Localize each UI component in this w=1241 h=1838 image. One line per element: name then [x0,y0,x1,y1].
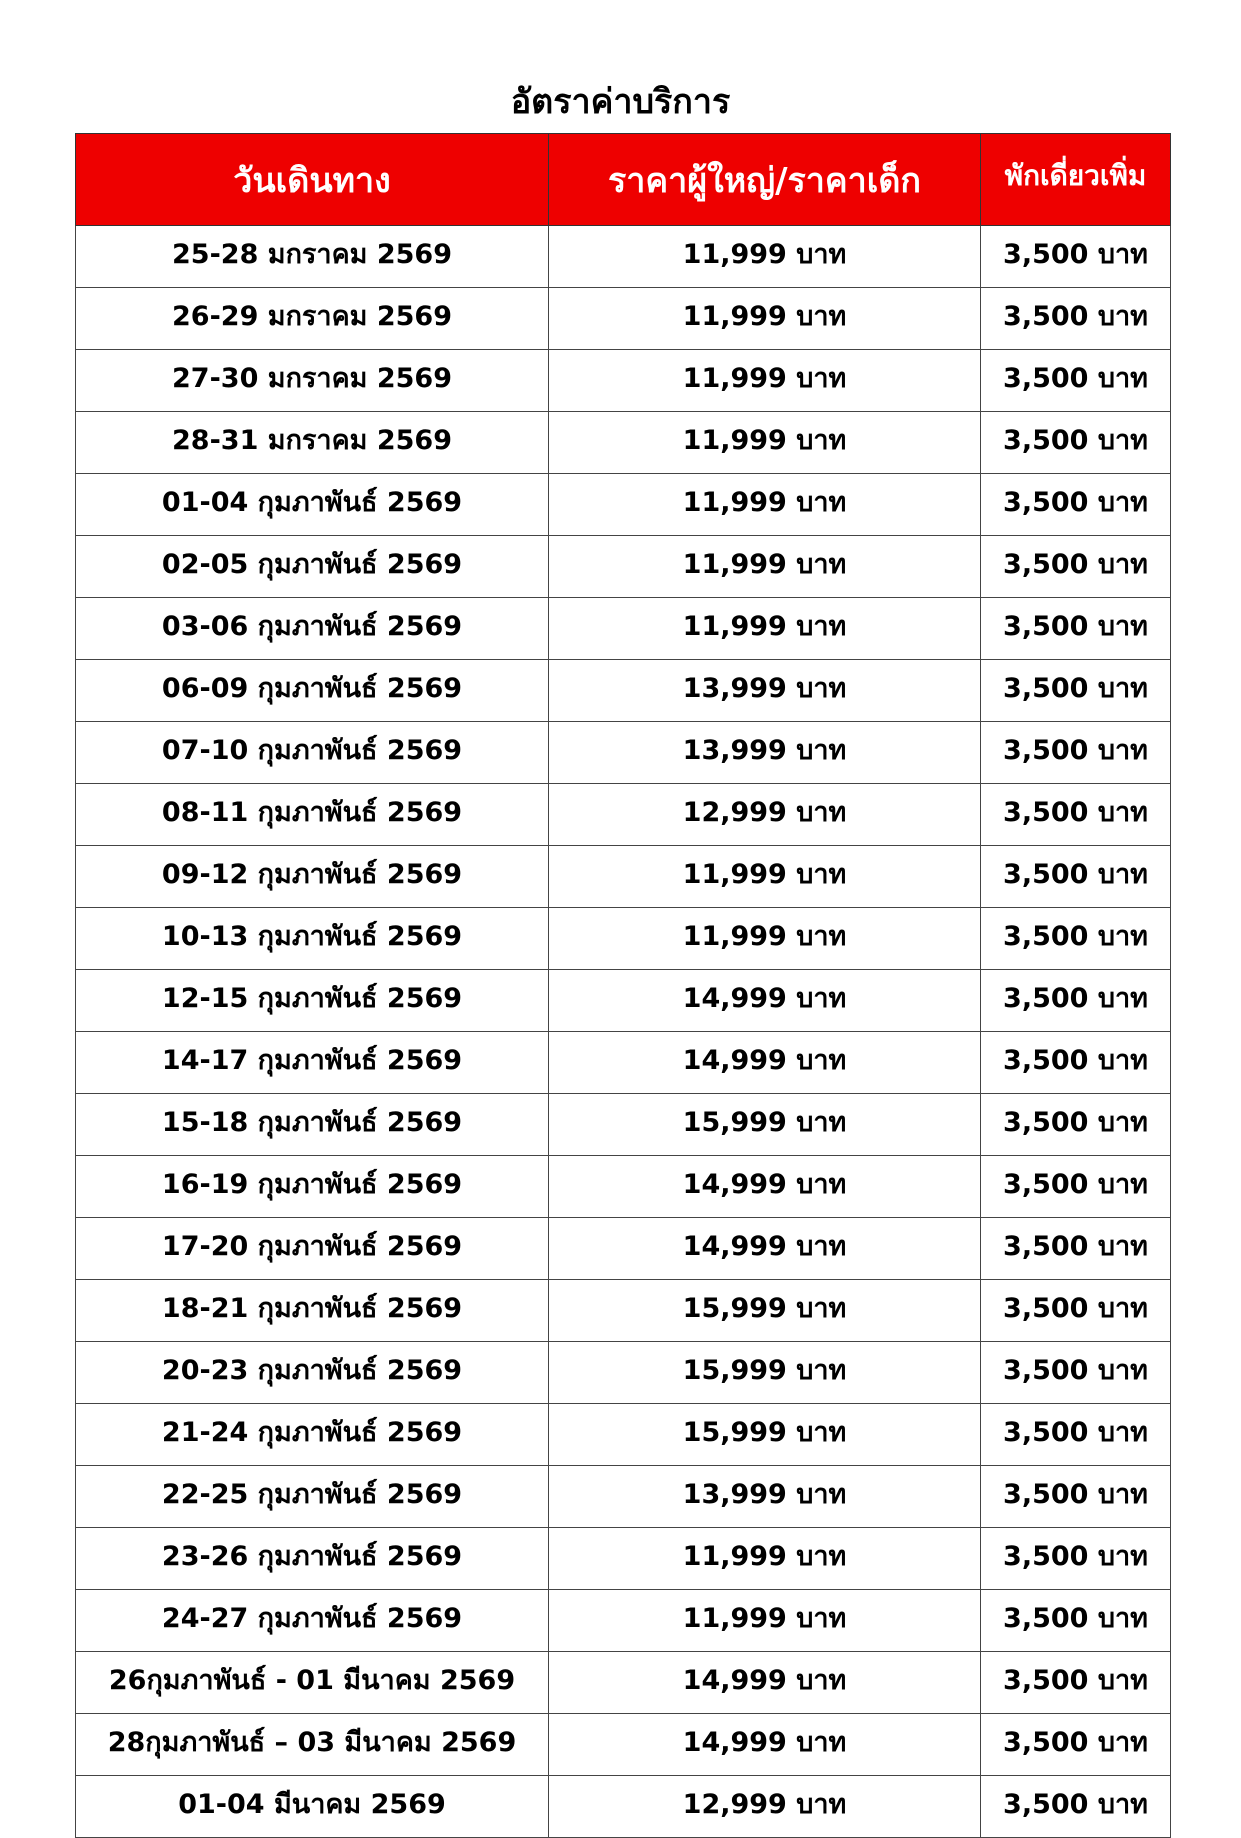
price-table-body [76,226,1171,1838]
price-cell: 13,999 บาท [549,722,981,784]
price-table [75,133,1171,1838]
table-row [76,908,1171,970]
single-supplement-cell: 3,500 บาท [981,1652,1171,1714]
page-title: อัตราค่าบริการ [510,82,731,122]
single-supplement-cell: 3,500 บาท [981,536,1171,598]
single-supplement-cell: 3,500 บาท [981,1590,1171,1652]
table-row [76,288,1171,350]
table-row [76,412,1171,474]
single-supplement-cell: 3,500 บาท [981,846,1171,908]
travel-date-cell: 02-05 กุมภาพันธ์ 2569 [76,536,549,598]
table-row [76,1032,1171,1094]
header-single-supplement: พักเดี่ยวเพิ่ม [981,134,1171,226]
price-cell: 11,999 บาท [549,1590,981,1652]
travel-date-cell: 28-31 มกราคม 2569 [76,412,549,474]
table-row [76,1590,1171,1652]
travel-date-cell: 20-23 กุมภาพันธ์ 2569 [76,1342,549,1404]
price-cell: 14,999 บาท [549,1032,981,1094]
price-cell: 12,999 บาท [549,784,981,846]
single-supplement-cell: 3,500 บาท [981,1528,1171,1590]
table-row [76,1094,1171,1156]
price-cell: 13,999 บาท [549,1466,981,1528]
travel-date-cell: 22-25 กุมภาพันธ์ 2569 [76,1466,549,1528]
single-supplement-cell: 3,500 บาท [981,1776,1171,1838]
single-supplement-cell: 3,500 บาท [981,1714,1171,1776]
single-supplement-cell: 3,500 บาท [981,1094,1171,1156]
single-supplement-cell: 3,500 บาท [981,226,1171,288]
price-cell: 14,999 บาท [549,1714,981,1776]
table-row [76,1714,1171,1776]
header-row [76,134,1171,226]
single-supplement-cell: 3,500 บาท [981,908,1171,970]
travel-date-cell: 06-09 กุมภาพันธ์ 2569 [76,660,549,722]
travel-date-cell: 17-20 กุมภาพันธ์ 2569 [76,1218,549,1280]
table-row [76,474,1171,536]
travel-date-cell: 24-27 กุมภาพันธ์ 2569 [76,1590,549,1652]
single-supplement-cell: 3,500 บาท [981,970,1171,1032]
table-row [76,1218,1171,1280]
price-cell: 14,999 บาท [549,1156,981,1218]
single-supplement-cell: 3,500 บาท [981,474,1171,536]
travel-date-cell: 26กุมภาพันธ์ - 01 มีนาคม 2569 [76,1652,549,1714]
single-supplement-cell: 3,500 บาท [981,1342,1171,1404]
price-cell: 14,999 บาท [549,970,981,1032]
price-cell: 15,999 บาท [549,1280,981,1342]
travel-date-cell: 14-17 กุมภาพันธ์ 2569 [76,1032,549,1094]
single-supplement-cell: 3,500 บาท [981,784,1171,846]
table-row [76,970,1171,1032]
table-row [76,226,1171,288]
price-cell: 15,999 บาท [549,1404,981,1466]
single-supplement-cell: 3,500 บาท [981,288,1171,350]
single-supplement-cell: 3,500 บาท [981,722,1171,784]
table-row [76,1528,1171,1590]
travel-date-cell: 12-15 กุมภาพันธ์ 2569 [76,970,549,1032]
price-cell: 11,999 บาท [549,846,981,908]
travel-date-cell: 07-10 กุมภาพันธ์ 2569 [76,722,549,784]
travel-date-cell: 25-28 มกราคม 2569 [76,226,549,288]
table-row [76,598,1171,660]
single-supplement-cell: 3,500 บาท [981,350,1171,412]
travel-date-cell: 23-26 กุมภาพันธ์ 2569 [76,1528,549,1590]
table-row [76,784,1171,846]
table-row [76,1280,1171,1342]
price-cell: 11,999 บาท [549,598,981,660]
single-supplement-cell: 3,500 บาท [981,1280,1171,1342]
price-cell: 11,999 บาท [549,288,981,350]
table-row [76,536,1171,598]
travel-date-cell: 03-06 กุมภาพันธ์ 2569 [76,598,549,660]
price-cell: 11,999 บาท [549,474,981,536]
price-cell: 11,999 บาท [549,226,981,288]
table-row [76,1466,1171,1528]
price-cell: 15,999 บาท [549,1342,981,1404]
price-cell: 11,999 บาท [549,908,981,970]
price-cell: 14,999 บาท [549,1218,981,1280]
travel-date-cell: 01-04 มีนาคม 2569 [76,1776,549,1838]
travel-date-cell: 27-30 มกราคม 2569 [76,350,549,412]
price-cell: 11,999 บาท [549,350,981,412]
travel-date-cell: 26-29 มกราคม 2569 [76,288,549,350]
price-cell: 15,999 บาท [549,1094,981,1156]
table-row [76,1652,1171,1714]
travel-date-cell: 28กุมภาพันธ์ – 03 มีนาคม 2569 [76,1714,549,1776]
price-cell: 11,999 บาท [549,536,981,598]
single-supplement-cell: 3,500 บาท [981,1156,1171,1218]
table-row [76,722,1171,784]
header-adult-child-price: ราคาผู้ใหญ่/ราคาเด็ก [549,134,981,226]
single-supplement-cell: 3,500 บาท [981,412,1171,474]
table-row [76,350,1171,412]
travel-date-cell: 01-04 กุมภาพันธ์ 2569 [76,474,549,536]
travel-date-cell: 15-18 กุมภาพันธ์ 2569 [76,1094,549,1156]
single-supplement-cell: 3,500 บาท [981,1218,1171,1280]
table-row [76,846,1171,908]
price-cell: 13,999 บาท [549,660,981,722]
header-travel-date: วันเดินทาง [76,134,549,226]
table-row [76,660,1171,722]
price-table-head [76,134,1171,226]
single-supplement-cell: 3,500 บาท [981,1466,1171,1528]
price-cell: 11,999 บาท [549,1528,981,1590]
single-supplement-cell: 3,500 บาท [981,598,1171,660]
table-row [76,1404,1171,1466]
price-cell: 14,999 บาท [549,1652,981,1714]
travel-date-cell: 09-12 กุมภาพันธ์ 2569 [76,846,549,908]
travel-date-cell: 21-24 กุมภาพันธ์ 2569 [76,1404,549,1466]
price-cell: 12,999 บาท [549,1776,981,1838]
travel-date-cell: 16-19 กุมภาพันธ์ 2569 [76,1156,549,1218]
travel-date-cell: 08-11 กุมภาพันธ์ 2569 [76,784,549,846]
table-row [76,1156,1171,1218]
table-row [76,1342,1171,1404]
price-cell: 11,999 บาท [549,412,981,474]
travel-date-cell: 18-21 กุมภาพันธ์ 2569 [76,1280,549,1342]
single-supplement-cell: 3,500 บาท [981,1032,1171,1094]
travel-date-cell: 10-13 กุมภาพันธ์ 2569 [76,908,549,970]
table-row [76,1776,1171,1838]
single-supplement-cell: 3,500 บาท [981,1404,1171,1466]
single-supplement-cell: 3,500 บาท [981,660,1171,722]
